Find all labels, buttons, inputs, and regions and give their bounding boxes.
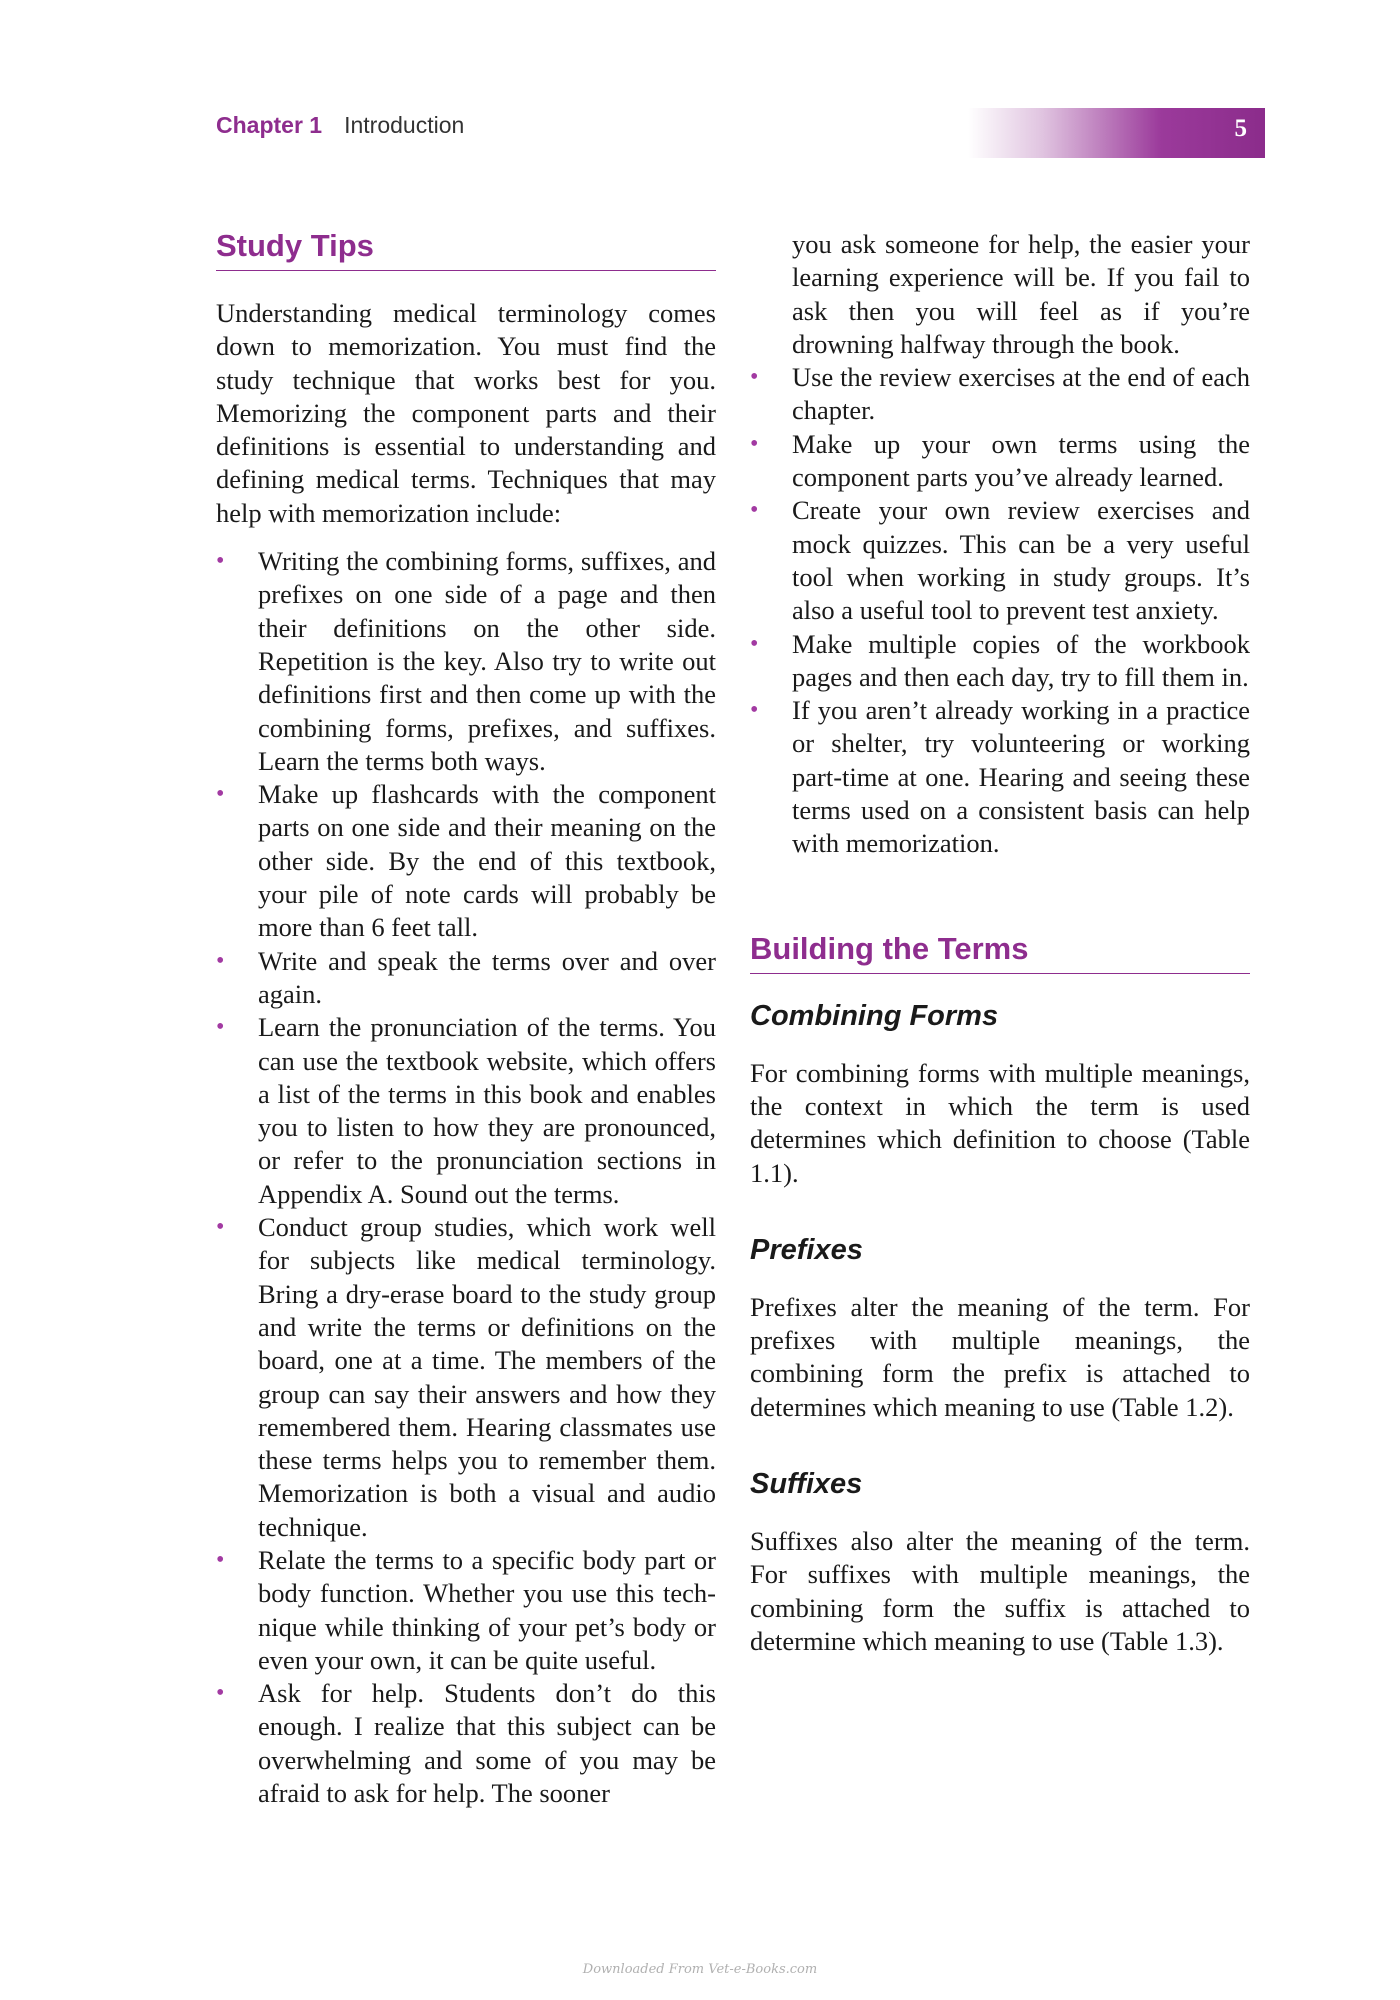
prefixes-heading: Prefixes xyxy=(750,1233,863,1266)
suffixes-text: Suffixes also alter the meaning of the term. For suffixes with multiple meanings, the combining form the suffix is attached to determine which meaning to use (Table 1.3). xyxy=(750,1526,1250,1656)
list-item: • Make up flashcards with the component parts on one side and their meaning on the other side. By the end of this textbook, your pile of note cards will probably be more than 6 feet tall. xyxy=(216,778,716,944)
chapter-label: Chapter 1 xyxy=(216,112,323,138)
list-item: • Make up your own terms using the component parts you’ve already learned. xyxy=(750,428,1250,495)
study-tips-list-continued xyxy=(750,361,1250,860)
combining-forms-heading: Combining Forms xyxy=(750,999,999,1032)
list-item: • Conduct group studies, which work well for subjects like medical terminology. Bring a dry-erase board to the study group and write the terms or definitions on the board, one at a time. The members of the group can say their answers and how they remembered them. Hearing classmates use these terms helps you to remember them. Memorization is both a visual and audio technique. xyxy=(216,1211,716,1544)
study-tips-list xyxy=(216,545,716,1810)
list-item: • Learn the pronunciation of the terms. You can use the textbook website, which offers a list of the terms in this book and enables you to listen to how they are pronounced, or refer to the pronunciation sections in Appendix A. Sound out the terms. xyxy=(216,1011,716,1211)
list-item: • If you aren’t already working in a practice or shelter, try volunteering or working part-time at one. Hearing and seeing these terms used on a consistent basis can help with memorization. xyxy=(750,694,1250,860)
list-item: • Create your own review exercises and mock quizzes. This can be a very useful tool when working in study groups. It’s also a useful tool to prevent test anxiety. xyxy=(750,494,1250,627)
building-terms-heading: Building the Terms xyxy=(750,931,1250,974)
list-item: • Write and speak the terms over and over again. xyxy=(216,945,716,1012)
list-item: • Ask for help. Students don’t do this enough. I realize that this subject can be overwhelming and some of you may be afraid to ask for help. The sooner xyxy=(216,1677,716,1810)
page-number-tab xyxy=(968,108,1265,158)
suffixes-heading: Suffixes xyxy=(750,1468,863,1501)
list-item: • Relate the terms to a specific body part or body function. Whether you use this technique while thinking of your pet’s body or even your own, it can be quite useful. xyxy=(216,1544,716,1677)
list-item: • Writing the combining forms, suffixes, and prefixes on one side of a page and then their definitions on the other side. Repetition is the key. Also try to write out definitions first and then come up with the combining forms, prefixes, and suffixes. Learn the terms both ways. xyxy=(216,545,716,778)
right-column xyxy=(750,228,1250,1658)
download-watermark: Downloaded From Vet-e-Books.com xyxy=(582,1962,818,1977)
left-column xyxy=(216,228,716,1810)
list-item: • Make multiple copies of the workbook pages and then each day, try to fill them in. xyxy=(750,628,1250,695)
prefixes-text: Prefixes alter the meaning of the term. For prefixes with multiple meanings, the combining form the prefix is attached to determines which meaning to use (Table 1.2). xyxy=(750,1291,1250,1422)
running-head xyxy=(216,112,464,139)
study-tips-heading: Study Tips xyxy=(216,228,716,271)
list-item: • Use the review exercises at the end of each chapter. xyxy=(750,361,1250,428)
combining-forms-text: For combining forms with multiple meanings, the context in which the term is used determines which definition to choose (Table 1.1). xyxy=(750,1057,1250,1188)
study-tips-intro: Understanding medical terminology comes down to memorization. You must find the study technique that works best for you. Memorizing the component parts and their definitions is essential to understanding and defining medical terms. Techniques that may help with memorization include: xyxy=(216,298,716,528)
section-title: Introduction xyxy=(344,112,465,138)
list-item-continuation: you ask someone for help, the easier your learning experience will be. If you fail to ask then you will feel as if you’re drowning halfway through the book. xyxy=(792,229,1250,359)
page-number: 5 xyxy=(1234,115,1247,142)
